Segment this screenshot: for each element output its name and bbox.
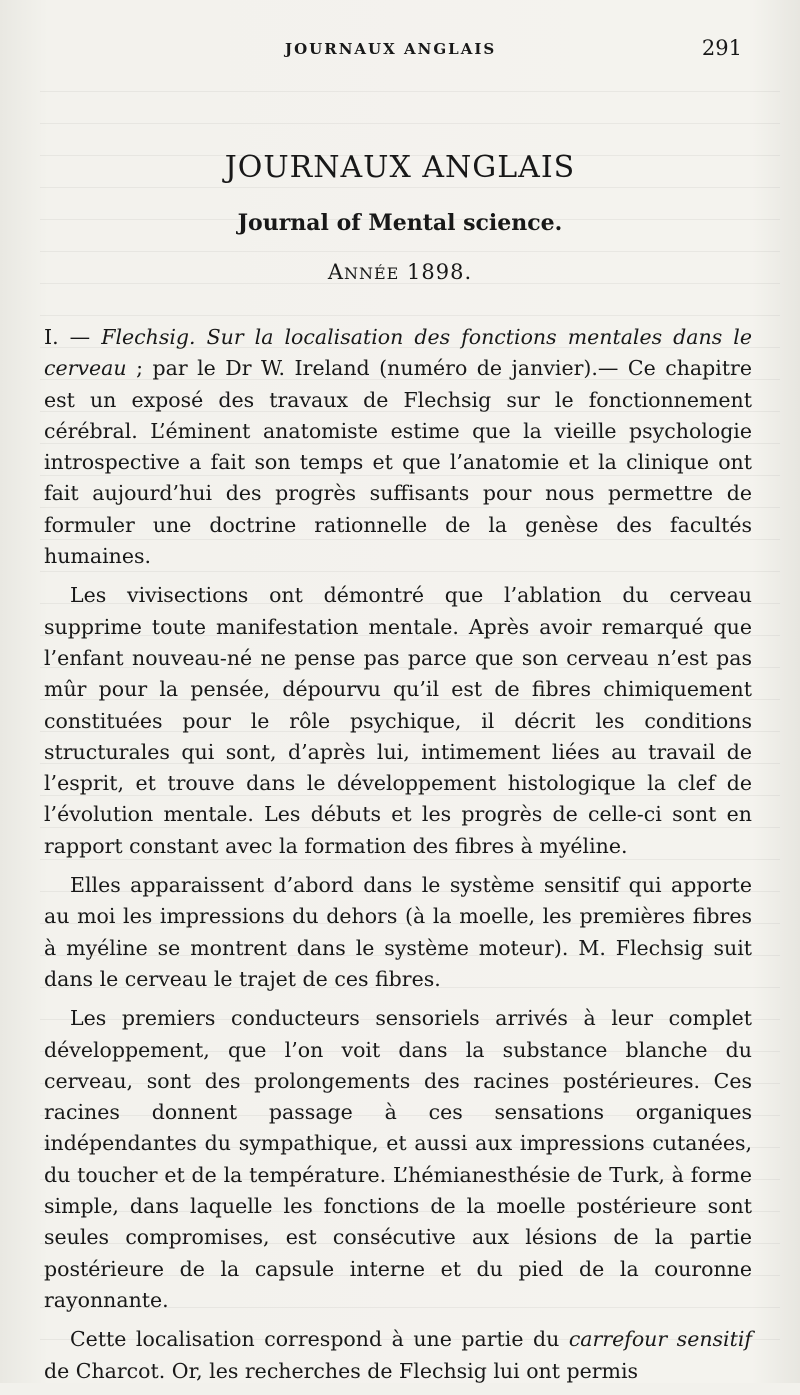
year-initial: A: [327, 260, 344, 284]
paragraph: Elles apparaissent d’abord dans le système sensitif qui apporte au moi les impressions du dehors (à la moelle, les premières fibres à myéline se montrent dans le système moteur). M. Flechsig suit dans le cerveau le trajet de ces fibres.: [44, 873, 752, 991]
last-paragraph-italic: carrefour sensitif: [568, 1327, 753, 1352]
paragraph: Les vivisections ont démontré que l’ablation du cerveau supprime toute manifestation mentale. Après avoir remarqué que l’enfant nouveau-né ne pense pas parce que son cerveau n’est pas mûr pour la pensée, dépourvu qu’il est de fibres chimiquement constituées pour le rôle psychique, il décrit les conditions structurales qui sont, d’après lui, intimement liées au travail de l’esprit, et trouve dans le développement histologique la clef de l’évolution mentale. Les débuts et les progrès de celle-ci sont en rapport constant avec la formation des fibres à myéline.: [44, 583, 752, 858]
last-paragraph-end: de Charcot. Or, les recherches de Flechsig lui ont permis: [44, 1358, 639, 1383]
running-header: JOURNAUX ANGLAIS: [285, 40, 497, 58]
article-body: [44, 322, 752, 1395]
page-number: 291: [701, 36, 742, 60]
article-byline: ; par le Dr W. Ireland (numéro de janvier).— Ce chapitre est un exposé des travaux de Flechsig sur le fonctionnement cérébral. L’éminent anatomiste estime que la vieille psychologie introspective a fait son temps et que l’anatomie et la clinique ont fait aujourd’hui des progrès suffisants pour nous permettre de formuler une doctrine rationnelle de la genèse des facultés humaines.: [44, 356, 752, 569]
paragraph: Les premiers conducteurs sensoriels arrivés à leur complet développement, que l’on voit dans la substance blanche du cerveau, sont des prolongements des racines postérieures. Ces racines donnent passage à ces sensations organiques indépendantes du sympathique, et aussi aux impressions cutanées, du toucher et de la température. L’hémianesthésie de Turk, à forme simple, dans laquelle les fonctions de la moelle postérieure sont seules compromises, est consécutive aux lésions de la partie postérieure de la capsule interne et du pied de la couronne rayonnante.: [44, 1006, 752, 1312]
year-heading: [0, 260, 800, 284]
article-author: Flechsig.: [101, 325, 196, 349]
year-prefix: NNÉE: [344, 264, 400, 283]
article-title: Sur la localisation des fonctions mentales dans le cerveau: [44, 325, 752, 381]
last-paragraph-start: Cette localisation correspond à une partie du: [70, 1327, 569, 1352]
paragraph-last: [44, 1324, 752, 1387]
article-intro-paragraph: [44, 322, 752, 572]
journal-name: Journal of Mental science.: [237, 210, 563, 236]
year-number: 1898.: [407, 260, 473, 284]
article-number: I. —: [44, 325, 102, 349]
section-title: JOURNAUX ANGLAIS: [224, 150, 576, 185]
